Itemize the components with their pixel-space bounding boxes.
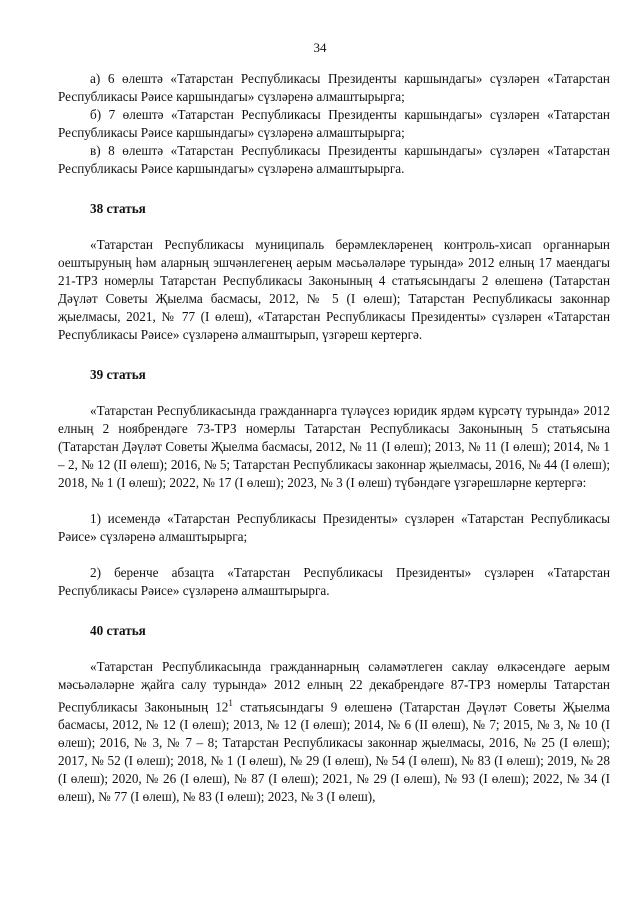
- article-40-text-end: статьясындагы 9 өлешенә (Татарстан Дәүләт Советы Җыелма басмасы, 2012, № 12 (I өлеш); 2013, № 12 (I өлеш); 2014, № 6 (II өлеш), № 7; 2015, № 3, № 10 (I өлеш); 2016, № 3, № 7 – 8; Татарстан Республикасы законнар җыелмасы, 2016, № 25 (I өлеш); 2017, № 52 (I өлеш); 2018, № 1 (I өлеш), № 29 (I өлеш), № 54 (I өлеш), № 83 (I өлеш); 2019, № 28 (I өлеш); 2020, № 26 (I өлеш), № 87 (I өлеш); 2021, № 29 (I өлеш), № 93 (I өлеш); 2022, № 34 (I өлеш), № 77 (I өлеш), № 83 (I өлеш); 2023, № 3 (I өлеш),: [58, 699, 610, 805]
- article-38-text: «Татарстан Республикасы муниципаль берәмлекләренең контроль-хисап органнарын оештыруның һәм аларның эшчәнлегенең аерым мәсьәләләре турында» 2012 елның 17 маендагы 21-ТРЗ номерлы Татарстан Республикасы Законының 4 статьясындагы 2 өлешенә (Татарстан Дәүләт Советы Җыелма басмасы, 2012, № 5 (I өлеш); Татарстан Республикасы законнар җыелмасы, 2021, № 77 (I өлеш), «Татарстан Республикасы Президенты» сүзләрен «Татарстан Республикасы Рәисе» сүзләренә алмаштырып, үзгәреш кертергә.: [58, 237, 610, 342]
- article-39-item-2: 2) беренче абзацта «Татарстан Республикасы Президенты» сүзләрен «Татарстан Республикасы Рәисе» сүзләренә алмаштырырга.: [58, 565, 610, 598]
- paragraph-item-a: а) 6 өлештә «Татарстан Республикасы Президенты каршындагы» сүзләрен «Татарстан Республикасы Рәисе каршындагы» сүзләренә алмаштырырга;: [58, 71, 610, 104]
- page-number: 34: [313, 40, 327, 55]
- article-40-text: [58, 658, 610, 806]
- article-40-superscript: 1: [228, 698, 233, 708]
- article-39-text: «Татарстан Республикасында гражданнарга түләүсез юридик ярдәм күрсәтү турында» 2012 елның 2 ноябрендәге 73-ТРЗ номерлы Татарстан Республикасы Законының 5 статьясына (Татарстан Дәүләт Советы Җыелма басмасы, 2012, № 11 (I өлеш); 2013, № 11 (I өлеш); 2014, № 1 – 2, № 12 (II өлеш); 2016, № 5; Татарстан Республикасы законнар җыелмасы, 2016, № 44 (I өлеш); 2018, № 1 (I өлеш); 2022, № 17 (I өлеш); 2023, № 3 (I өлеш) түбәндәге үзгәрешләрне кертергә:: [58, 403, 610, 490]
- article-38-heading: 38 статья: [90, 201, 146, 216]
- article-40-text-start: «Татарстан Республикасында гражданнарның сәламәтлеген саклау өлкәсендәге аерым мәсьәләләрне җайга салу турында» 2012 елның 22 декабрендәге 87-ТРЗ номерлы Татарстан Республикасы Законының 12: [58, 659, 610, 715]
- article-39-item-1: 1) исемендә «Татарстан Республикасы Президенты» сүзләрен «Татарстан Республикасы Рәисе» сүзләренә алмаштырырга;: [58, 511, 610, 544]
- paragraph-item-v: в) 8 өлештә «Татарстан Республикасы Президенты каршындагы» сүзләрен «Татарстан Республикасы Рәисе каршындагы» сүзләренә алмаштырырга.: [58, 143, 610, 176]
- article-39-heading: 39 статья: [90, 367, 146, 382]
- paragraph-item-b: б) 7 өлештә «Татарстан Республикасы Президенты каршындагы» сүзләрен «Татарстан Республикасы Рәисе каршындагы» сүзләренә алмаштырырга;: [58, 107, 610, 140]
- document-body: [58, 70, 610, 806]
- article-40-heading: 40 статья: [90, 623, 146, 638]
